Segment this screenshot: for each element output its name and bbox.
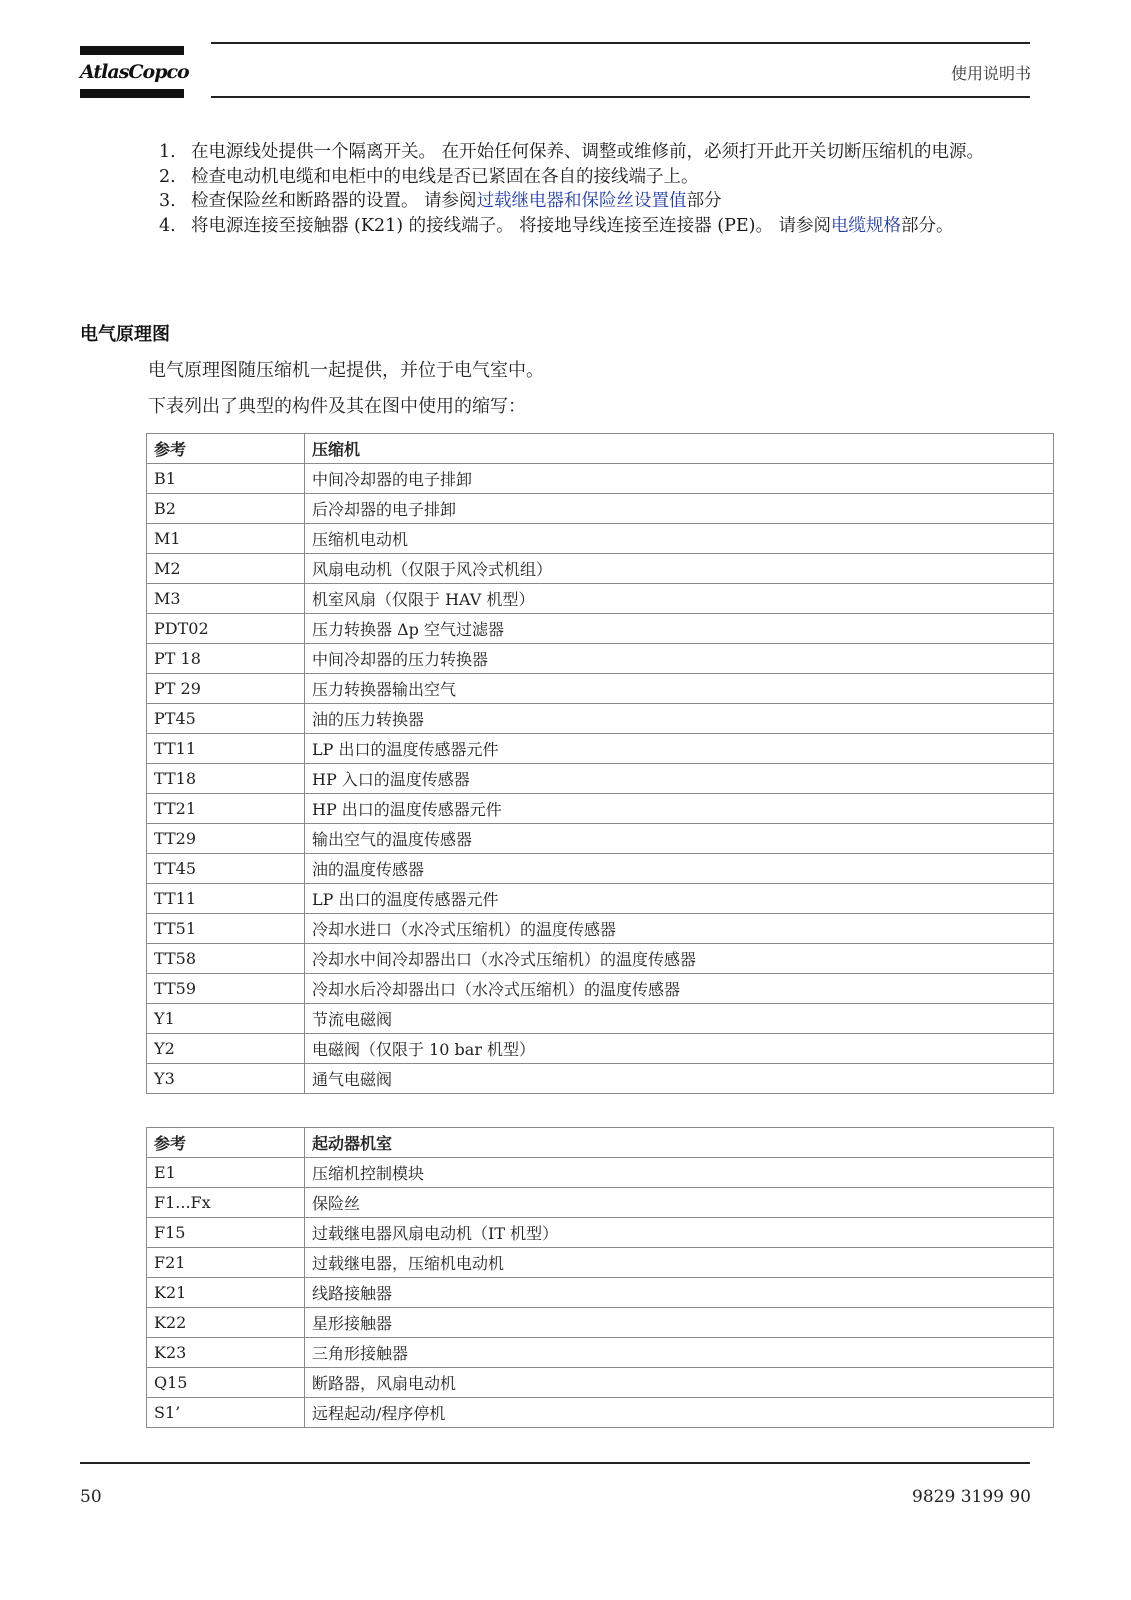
table-row xyxy=(147,644,1054,674)
reference-code: TT21 xyxy=(147,794,305,824)
header-reference: 参考 xyxy=(147,434,305,464)
header-top-rule xyxy=(211,42,1030,44)
table-intro-paragraph: 下表列出了典型的构件及其在图中使用的缩写： xyxy=(148,396,526,417)
step-number: 3. xyxy=(159,191,176,211)
reference-code: F1...Fx xyxy=(147,1188,305,1218)
step-text: 部分。 xyxy=(901,215,954,236)
step-item xyxy=(155,214,1035,239)
cross-reference-link[interactable]: 过载继电器和保险丝设置值 xyxy=(476,191,687,211)
reference-code: E1 xyxy=(147,1158,305,1188)
reference-code: PT 29 xyxy=(147,674,305,704)
reference-code: TT58 xyxy=(147,944,305,974)
component-description: 机室风扇（仅限于 HAV 机型） xyxy=(305,584,1054,614)
table-row xyxy=(147,944,1054,974)
component-description: 中间冷却器的电子排卸 xyxy=(305,464,1054,494)
table-row xyxy=(147,1368,1054,1398)
step-text: 检查电动机电缆和电柜中的电线是否已紧固在各自的接线端子上。 xyxy=(191,166,699,187)
reference-code: TT11 xyxy=(147,884,305,914)
table-row xyxy=(147,704,1054,734)
table-row xyxy=(147,1248,1054,1278)
step-number: 1. xyxy=(159,142,176,162)
reference-code: M2 xyxy=(147,554,305,584)
reference-code: Y1 xyxy=(147,1004,305,1034)
reference-code: K22 xyxy=(147,1308,305,1338)
reference-code: Q15 xyxy=(147,1368,305,1398)
reference-code: S1’ xyxy=(147,1398,305,1428)
reference-code: M3 xyxy=(147,584,305,614)
table-row xyxy=(147,674,1054,704)
header-bottom-rule xyxy=(211,96,1030,98)
table-row xyxy=(147,1064,1054,1094)
intro-paragraph: 电气原理图随压缩机一起提供，并位于电气室中。 xyxy=(148,360,544,381)
cross-reference-link[interactable]: 电缆规格 xyxy=(831,215,902,236)
component-description: 星形接触器 xyxy=(305,1308,1054,1338)
component-description: 油的温度传感器 xyxy=(305,854,1054,884)
component-description: 冷却水进口（水冷式压缩机）的温度传感器 xyxy=(305,914,1054,944)
component-description: 输出空气的温度传感器 xyxy=(305,824,1054,854)
section-title: 电气原理图 xyxy=(80,324,170,345)
step-number: 4. xyxy=(159,215,176,236)
table-row xyxy=(147,764,1054,794)
atlas-copco-logo xyxy=(80,46,189,98)
component-description: 通气电磁阀 xyxy=(305,1064,1054,1094)
table-row xyxy=(147,1308,1054,1338)
table-row xyxy=(147,1034,1054,1064)
table-row xyxy=(147,524,1054,554)
component-description: 油的压力转换器 xyxy=(305,704,1054,734)
component-description: HP 出口的温度传感器元件 xyxy=(305,794,1054,824)
logo-bottom-bar xyxy=(80,89,184,98)
header-description: 起动器机室 xyxy=(305,1128,1054,1158)
component-description: 后冷却器的电子排卸 xyxy=(305,494,1054,524)
table-row xyxy=(147,494,1054,524)
table-row xyxy=(147,974,1054,1004)
component-description: 断路器，风扇电动机 xyxy=(305,1368,1054,1398)
reference-code: TT51 xyxy=(147,914,305,944)
table-row xyxy=(147,584,1054,614)
logo-top-bar xyxy=(80,46,184,55)
table-row xyxy=(147,824,1054,854)
component-description: 三角形接触器 xyxy=(305,1338,1054,1368)
steps-list xyxy=(155,140,1035,238)
component-description: 远程起动/程序停机 xyxy=(305,1398,1054,1428)
table-row xyxy=(147,1278,1054,1308)
component-description: 风扇电动机（仅限于风冷式机组） xyxy=(305,554,1054,584)
component-description: 过载继电器风扇电动机（IT 机型） xyxy=(305,1218,1054,1248)
reference-code: K23 xyxy=(147,1338,305,1368)
reference-code: B1 xyxy=(147,464,305,494)
reference-code: Y3 xyxy=(147,1064,305,1094)
table-header-row xyxy=(147,1128,1054,1158)
table-header-row xyxy=(147,434,1054,464)
table-row xyxy=(147,854,1054,884)
step-text: 部分 xyxy=(686,191,722,211)
table-row xyxy=(147,464,1054,494)
reference-code: F21 xyxy=(147,1248,305,1278)
header-reference: 参考 xyxy=(147,1128,305,1158)
reference-code: B2 xyxy=(147,494,305,524)
table-row xyxy=(147,1218,1054,1248)
reference-code: TT11 xyxy=(147,734,305,764)
component-description: 中间冷却器的压力转换器 xyxy=(305,644,1054,674)
component-description: LP 出口的温度传感器元件 xyxy=(305,734,1054,764)
table-row xyxy=(147,614,1054,644)
logo-text: AtlasCopco xyxy=(80,61,189,83)
reference-code: PDT02 xyxy=(147,614,305,644)
reference-code: TT18 xyxy=(147,764,305,794)
component-description: 压缩机控制模块 xyxy=(305,1158,1054,1188)
component-description: 过载继电器，压缩机电动机 xyxy=(305,1248,1054,1278)
component-description: LP 出口的温度传感器元件 xyxy=(305,884,1054,914)
reference-code: PT 18 xyxy=(147,644,305,674)
reference-code: F15 xyxy=(147,1218,305,1248)
table-row xyxy=(147,884,1054,914)
component-description: 冷却水中间冷却器出口（水冷式压缩机）的温度传感器 xyxy=(305,944,1054,974)
table-row xyxy=(147,1158,1054,1188)
step-number: 2. xyxy=(159,166,176,187)
component-description: 冷却水后冷却器出口（水冷式压缩机）的温度传感器 xyxy=(305,974,1054,1004)
reference-code: PT45 xyxy=(147,704,305,734)
table-row xyxy=(147,914,1054,944)
table-row xyxy=(147,1004,1054,1034)
reference-code: Y2 xyxy=(147,1034,305,1064)
component-description: HP 入口的温度传感器 xyxy=(305,764,1054,794)
step-text: 检查保险丝和断路器的设置。 请参阅 xyxy=(191,191,477,211)
reference-code: M1 xyxy=(147,524,305,554)
component-description: 压力转换器输出空气 xyxy=(305,674,1054,704)
reference-code: TT59 xyxy=(147,974,305,1004)
component-description: 保险丝 xyxy=(305,1188,1054,1218)
footer-rule xyxy=(80,1462,1030,1464)
compressor-components-table xyxy=(146,433,1054,1094)
table-row xyxy=(147,794,1054,824)
starter-cabinet-components-table xyxy=(146,1127,1054,1428)
step-item xyxy=(155,140,1035,165)
component-description: 压力转换器 Δp 空气过滤器 xyxy=(305,614,1054,644)
document-number: 9829 3199 90 xyxy=(912,1487,1031,1507)
table-row xyxy=(147,1338,1054,1368)
reference-code: TT29 xyxy=(147,824,305,854)
component-description: 节流电磁阀 xyxy=(305,1004,1054,1034)
component-description: 线路接触器 xyxy=(305,1278,1054,1308)
step-item xyxy=(155,189,1035,214)
reference-code: TT45 xyxy=(147,854,305,884)
table-row xyxy=(147,1188,1054,1218)
step-text: 将电源连接至接触器 (K21) 的接线端子。 将接地导线连接至连接器 (PE)。 请参阅 xyxy=(191,215,832,236)
step-item xyxy=(155,165,1035,190)
component-description: 电磁阀（仅限于 10 bar 机型） xyxy=(305,1034,1054,1064)
table-row xyxy=(147,554,1054,584)
component-description: 压缩机电动机 xyxy=(305,524,1054,554)
table-row xyxy=(147,734,1054,764)
document-type: 使用说明书 xyxy=(950,64,1031,83)
header-description: 压缩机 xyxy=(305,434,1054,464)
table-row xyxy=(147,1398,1054,1428)
reference-code: K21 xyxy=(147,1278,305,1308)
step-text: 在电源线处提供一个隔离开关。 在开始任何保养、调整或维修前，必须打开此开关切断压缩机的电源。 xyxy=(191,142,985,162)
page-number: 50 xyxy=(80,1487,102,1507)
